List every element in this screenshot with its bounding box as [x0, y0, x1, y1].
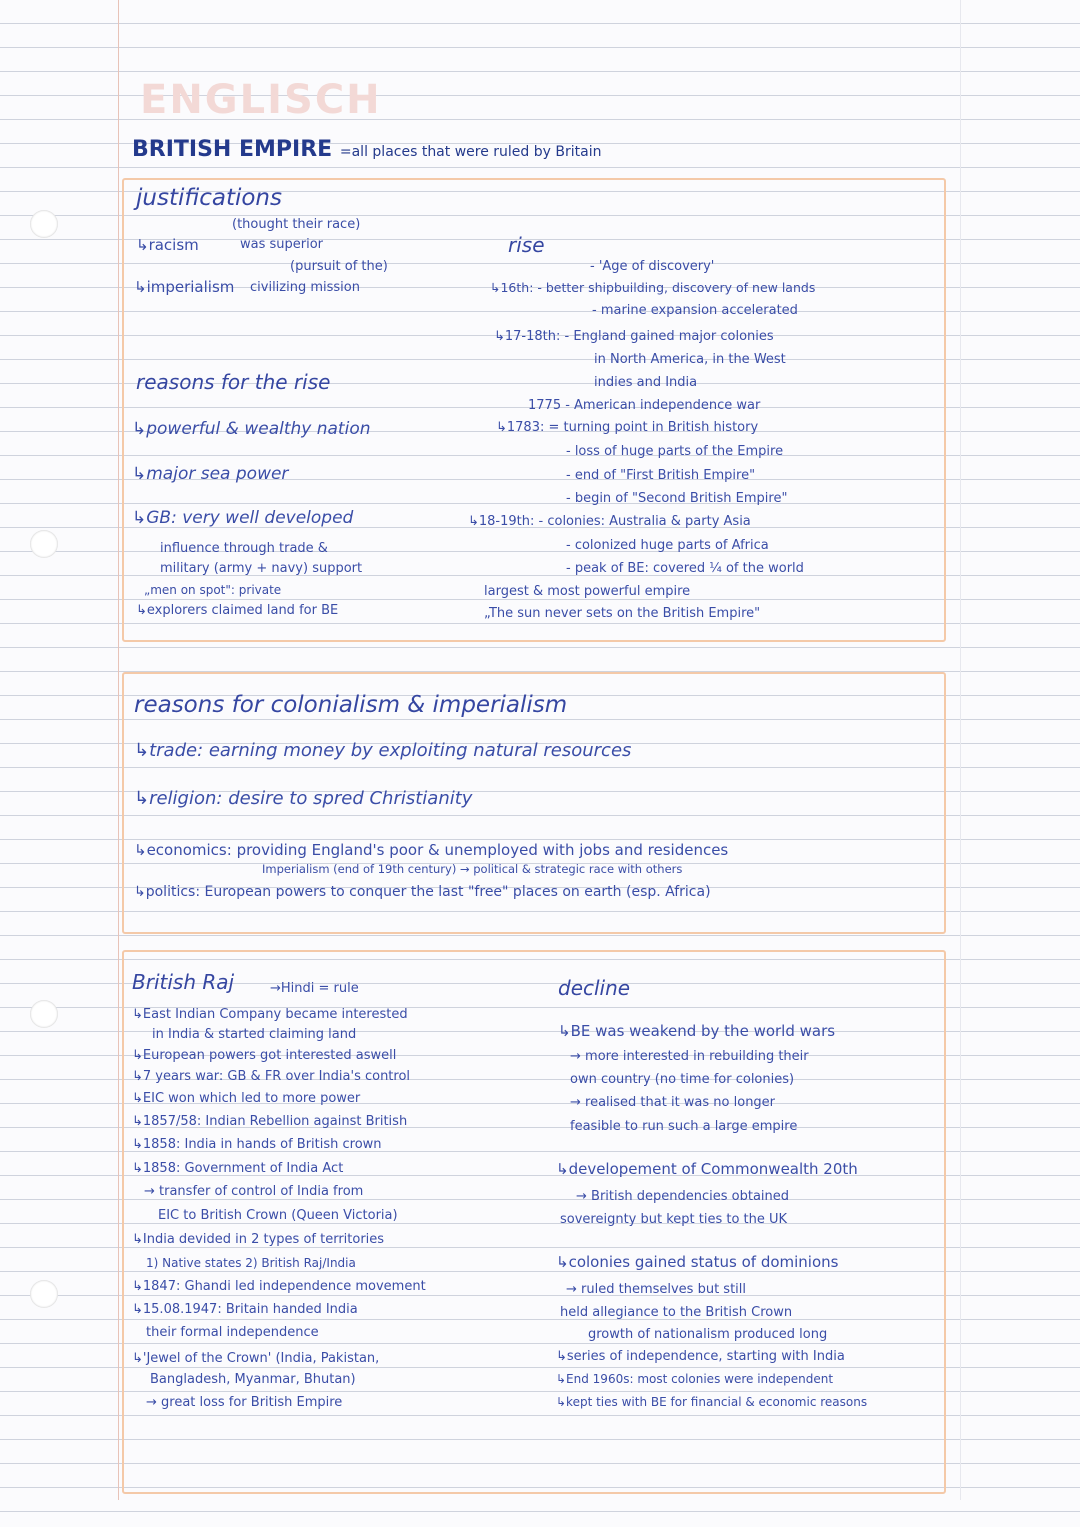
raj-line: in India & started claiming land — [152, 1027, 357, 1042]
justification-racism: ↳racism — [136, 236, 199, 254]
decline-line: held allegiance to the British Crown — [560, 1305, 793, 1320]
title-text: BRITISH EMPIRE — [132, 137, 333, 162]
raj-line: ↳1858: Government of India Act — [132, 1161, 344, 1176]
colonialism-reason-economics: ↳economics: providing England's poor & unemployed with jobs and residences — [134, 841, 729, 859]
rise-reason: ↳major sea power — [132, 464, 289, 484]
justifications-heading: justifications — [136, 185, 282, 211]
colonialism-reason-trade: ↳trade: earning money by exploiting natural resources — [134, 740, 632, 761]
rise-reason: ↳powerful & wealthy nation — [132, 419, 371, 439]
rise-reason: influence through trade & — [160, 541, 328, 556]
decline-line: → realised that it was no longer — [570, 1095, 776, 1110]
subject-heading: ENGLISCH — [140, 77, 382, 123]
punch-hole — [30, 1000, 58, 1028]
raj-line: ↳European powers got interested aswell — [132, 1048, 397, 1063]
raj-line: Bangladesh, Myanmar, Bhutan) — [150, 1372, 356, 1387]
raj-heading-note: →Hindi = rule — [270, 981, 359, 996]
raj-line: ↳1847: Ghandi led independence movement — [132, 1279, 426, 1294]
rise-reason: „men on spot": private — [144, 583, 282, 597]
decline-line: ↳colonies gained status of dominions — [556, 1253, 839, 1271]
title-definition: =all places that were ruled by Britain — [339, 144, 602, 160]
decline-line: ↳series of independence, starting with India — [556, 1349, 845, 1364]
rise-line: - loss of huge parts of the Empire — [566, 444, 784, 459]
raj-heading: British Raj — [132, 970, 235, 994]
rise-line: ↳17-18th: - England gained major colonies — [494, 329, 774, 344]
rise-line: indies and India — [594, 375, 698, 390]
rise-reason: ↳GB: very well developed — [132, 508, 354, 528]
raj-line: ↳'Jewel of the Crown' (India, Pakistan, — [132, 1351, 380, 1366]
punch-hole — [30, 1280, 58, 1308]
rise-line: ↳1783: = turning point in British history — [496, 420, 759, 435]
raj-line: EIC to British Crown (Queen Victoria) — [158, 1208, 398, 1223]
raj-line: their formal independence — [146, 1325, 319, 1340]
racism-note-2: was superior — [240, 237, 324, 252]
colonialism-reason-politics: ↳politics: European powers to conquer the last "free" places on earth (esp. Africa) — [134, 884, 711, 900]
rise-line: - peak of BE: covered ¼ of the world — [566, 561, 804, 576]
decline-heading: decline — [558, 976, 631, 1000]
imperialism-note-2: civilizing mission — [250, 280, 360, 295]
rise-line: 1775 - American independence war — [528, 398, 761, 413]
punch-hole — [30, 530, 58, 558]
rise-line: largest & most powerful empire — [484, 584, 691, 599]
rise-line: - end of "First British Empire" — [566, 468, 756, 483]
colonialism-heading: reasons for colonialism & imperialism — [134, 692, 568, 718]
punch-hole — [30, 210, 58, 238]
decline-line: → British dependencies obtained — [576, 1189, 790, 1204]
imperialism-note: Imperialism (end of 19th century) → political & strategic race with others — [262, 862, 683, 876]
rise-line: - colonized huge parts of Africa — [566, 538, 769, 553]
decline-line: feasible to run such a large empire — [570, 1119, 798, 1134]
raj-line: ↳1857/58: Indian Rebellion against British — [132, 1114, 408, 1129]
page-title — [132, 139, 601, 161]
rise-line: ↳18-19th: - colonies: Australia & party Asia — [468, 514, 751, 529]
decline-line: ↳kept ties with BE for financial & economic reasons — [556, 1395, 868, 1409]
raj-line: ↳15.08.1947: Britain handed India — [132, 1302, 358, 1317]
decline-line: ↳End 1960s: most colonies were independent — [556, 1372, 834, 1386]
right-guide-line — [960, 0, 961, 1500]
decline-line: own country (no time for colonies) — [570, 1072, 795, 1087]
margin-line — [118, 0, 119, 1500]
colonialism-reason-religion: ↳religion: desire to spred Christianity — [134, 788, 473, 809]
rise-line: ↳16th: - better shipbuilding, discovery of new lands — [490, 280, 816, 295]
raj-line: → transfer of control of India from — [144, 1184, 364, 1199]
decline-line: → more interested in rebuilding their — [570, 1049, 809, 1064]
decline-line: → ruled themselves but still — [566, 1282, 747, 1297]
decline-line: ↳BE was weakend by the world wars — [558, 1022, 836, 1040]
rise-line: - begin of "Second British Empire" — [566, 491, 788, 506]
rise-heading: rise — [508, 233, 545, 257]
decline-line: sovereignty but kept ties to the UK — [560, 1212, 788, 1227]
raj-line: ↳7 years war: GB & FR over India's control — [132, 1069, 411, 1084]
decline-line: ↳developement of Commonwealth 20th — [556, 1160, 858, 1178]
raj-line: ↳1858: India in hands of British crown — [132, 1137, 382, 1152]
reasons-rise-heading: reasons for the rise — [136, 370, 331, 394]
rise-reason: military (army + navy) support — [160, 561, 363, 576]
rise-line: in North America, in the West — [594, 352, 786, 367]
raj-line: 1) Native states 2) British Raj/India — [146, 1256, 356, 1270]
racism-note-1: (thought their race) — [232, 217, 361, 232]
rise-line: „The sun never sets on the British Empire" — [484, 606, 761, 621]
rise-line: - 'Age of discovery' — [590, 259, 715, 274]
rise-line: - marine expansion accelerated — [592, 303, 798, 318]
imperialism-note-1: (pursuit of the) — [290, 259, 388, 274]
justification-imperialism: ↳imperialism — [134, 278, 235, 296]
raj-line: ↳EIC won which led to more power — [132, 1091, 361, 1106]
raj-line: ↳India devided in 2 types of territories — [132, 1232, 385, 1247]
raj-line: ↳East Indian Company became interested — [132, 1007, 408, 1022]
rise-reason: ↳explorers claimed land for BE — [136, 603, 339, 618]
raj-line: → great loss for British Empire — [146, 1395, 343, 1410]
decline-line: growth of nationalism produced long — [588, 1327, 828, 1342]
